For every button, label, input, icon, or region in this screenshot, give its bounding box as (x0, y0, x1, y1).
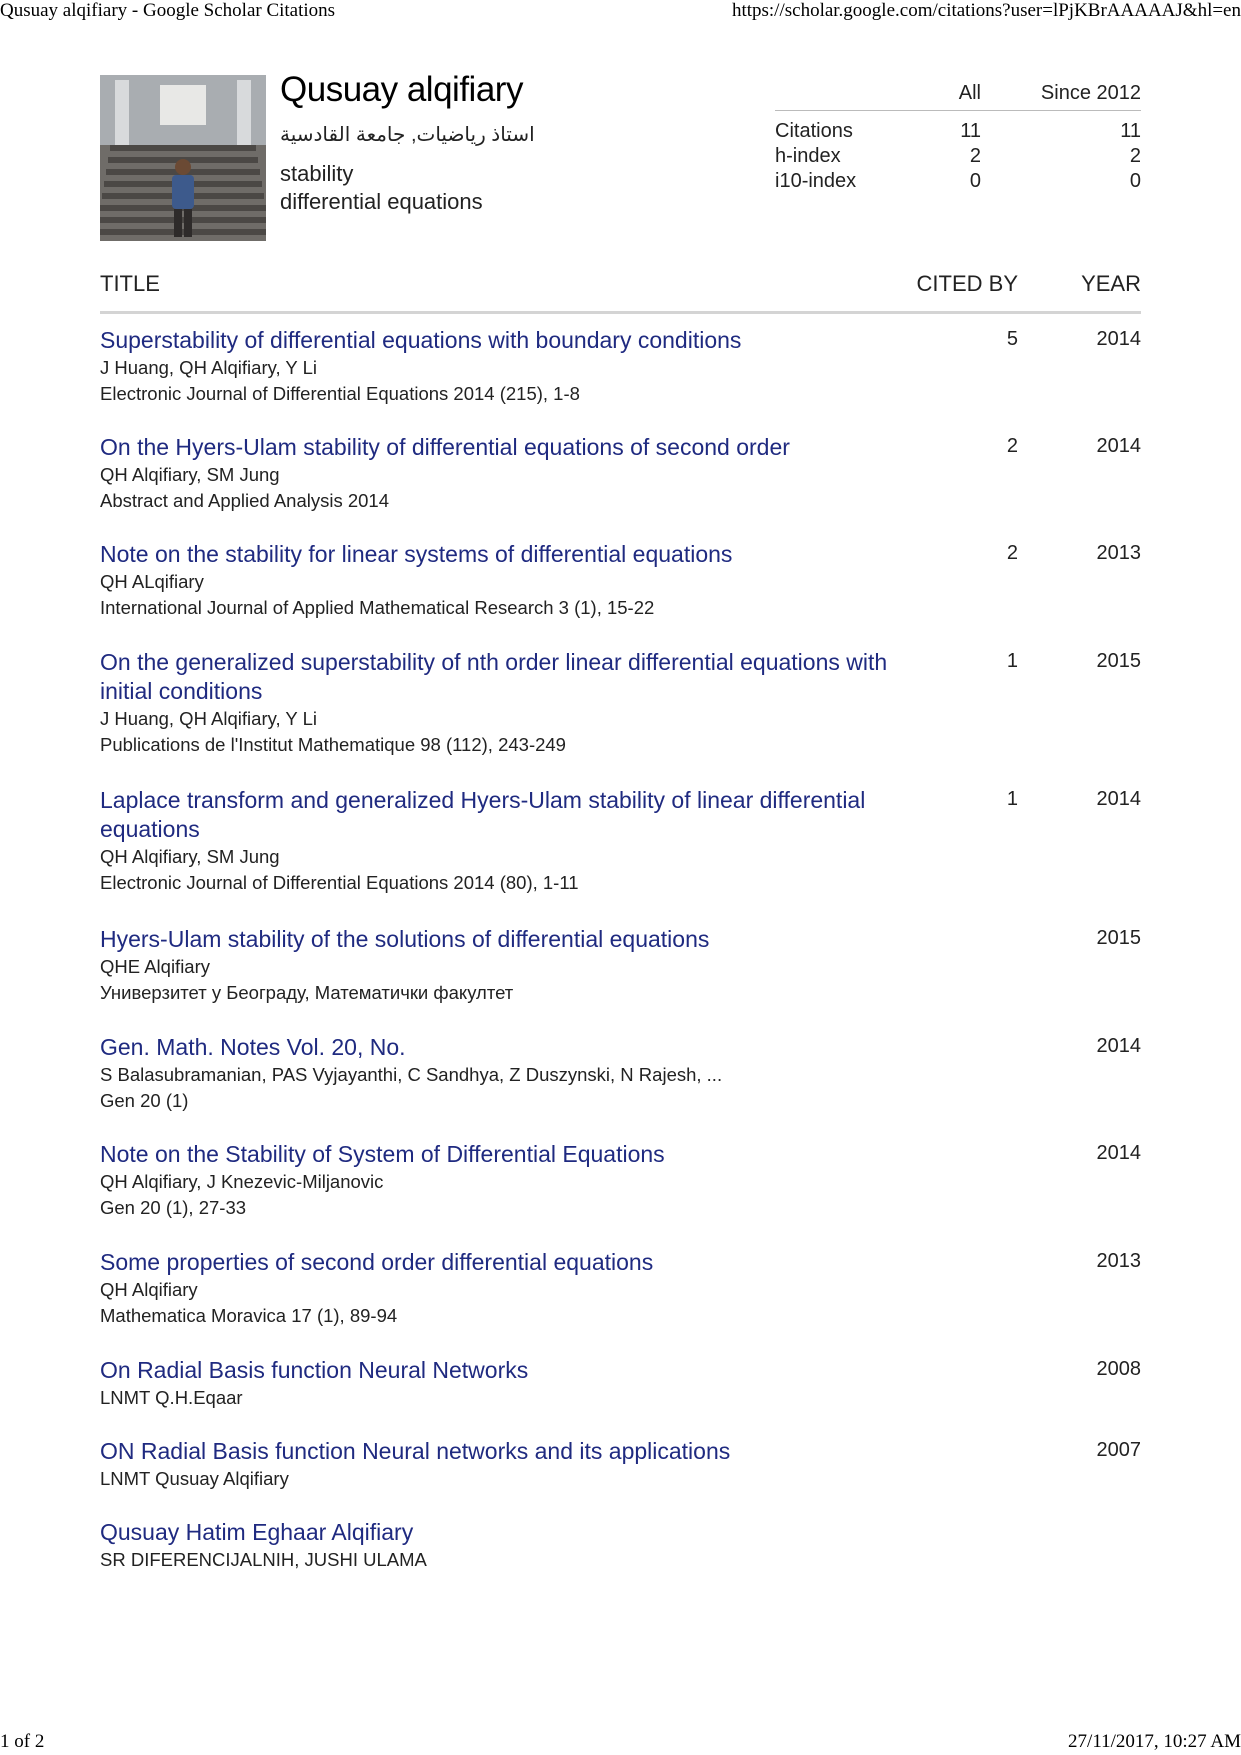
cited-by-count[interactable]: 2 (1006, 435, 1018, 457)
stats-row-i10-index (775, 169, 1141, 194)
interest-link[interactable]: differential equations (280, 189, 483, 214)
publication-venue: Mathematica Moravica 17 (1), 89-94 (100, 1305, 398, 1326)
publication-row (100, 1248, 1141, 1329)
interest-link[interactable]: stability (280, 161, 354, 186)
publication-authors: QH ALqifiary (100, 571, 204, 592)
stats-label: i10-index (775, 170, 857, 192)
print-header-title: Qusuay alqifiary - Google Scholar Citations (0, 0, 336, 21)
sort-by-title[interactable]: TITLE (100, 271, 160, 296)
publication-venue: International Journal of Applied Mathematical Research 3 (1), 15-22 (100, 597, 655, 618)
publication-year: 2014 (1096, 1142, 1141, 1164)
stats-value-since: 11 (1120, 120, 1141, 142)
publication-row (100, 1033, 1141, 1114)
publication-authors: QH Alqifiary, SM Jung (100, 846, 280, 867)
profile-photo (100, 75, 266, 241)
stats-label: Citations (775, 120, 853, 142)
publication-row (100, 433, 1141, 514)
publication-venue: Abstract and Applied Analysis 2014 (100, 490, 389, 511)
publication-title-link[interactable]: Note on the Stability of System of Differential Equations (100, 1141, 665, 1167)
publication-authors: QH Alqifiary, J Knezevic-Miljanovic (100, 1171, 384, 1192)
publication-year: 2014 (1096, 788, 1141, 810)
publication-authors: QH Alqifiary, SM Jung (100, 464, 280, 485)
cited-by-count[interactable]: 5 (1006, 328, 1018, 350)
stats-row-citations (775, 119, 1141, 144)
cited-by-count[interactable]: 1 (1006, 788, 1018, 810)
publication-venue: Универзитет у Београду, Математички факултет (100, 982, 514, 1003)
citation-stats-table (775, 82, 1141, 194)
publication-authors: LNMT Q.H.Eqaar (100, 1387, 243, 1408)
publications-table-header (100, 271, 1141, 314)
publication-authors: QH Alqifiary (100, 1279, 198, 1300)
publication-authors: J Huang, QH Alqifiary, Y Li (100, 357, 317, 378)
publication-authors: J Huang, QH Alqifiary, Y Li (100, 708, 317, 729)
publication-authors: LNMT Qusuay Alqifiary (100, 1468, 289, 1489)
publication-row (100, 1356, 1141, 1411)
profile-name: Qusuay alqifiary (280, 70, 523, 109)
publication-row (100, 1437, 1141, 1492)
publication-year: 2007 (1096, 1439, 1141, 1461)
publication-year: 2014 (1096, 1035, 1141, 1057)
publication-row (100, 540, 1141, 621)
publication-row (100, 648, 1141, 758)
publication-year: 2013 (1096, 542, 1141, 564)
publication-title-link[interactable]: Superstability of differential equations with boundary conditions (100, 327, 742, 353)
publication-title-link[interactable]: On Radial Basis function Neural Networks (100, 1357, 529, 1383)
publication-row (100, 326, 1141, 407)
publication-title-link[interactable]: Laplace transform and generalized Hyers-Ulam stability of linear differential equations (100, 787, 866, 842)
sort-by-cited[interactable]: CITED BY (916, 271, 1018, 296)
cited-by-count[interactable]: 1 (1006, 650, 1018, 672)
publication-venue: Electronic Journal of Differential Equations 2014 (215), 1-8 (100, 383, 580, 404)
profile-affiliation: استاذ رياضيات, جامعة القادسية (280, 124, 535, 146)
stats-header-row (775, 82, 1141, 111)
publication-authors: QHE Alqifiary (100, 956, 211, 977)
profile-photo-image (100, 75, 266, 241)
publication-venue: Gen 20 (1) (100, 1090, 189, 1111)
publication-title-link[interactable]: ON Radial Basis function Neural networks and its applications (100, 1438, 731, 1464)
publication-year: 2014 (1096, 435, 1141, 457)
publication-title-link[interactable]: Qusuay Hatim Eghaar Alqifiary (100, 1519, 414, 1545)
publication-row (100, 1518, 1141, 1573)
publication-title-link[interactable]: Gen. Math. Notes Vol. 20, No. (100, 1034, 406, 1060)
publication-title-link[interactable]: On the generalized superstability of nth order linear differential equations with initial conditions (100, 649, 888, 704)
publication-authors: SR DIFERENCIJALNIH, JUSHI ULAMA (100, 1549, 427, 1570)
publication-venue: Gen 20 (1), 27-33 (100, 1197, 247, 1218)
publication-title-link[interactable]: On the Hyers-Ulam stability of differential equations of second order (100, 434, 790, 460)
stats-value-all: 2 (969, 145, 981, 167)
stats-value-all: 11 (960, 120, 981, 142)
publication-venue: Publications de l'Institut Mathematique 98 (112), 243-249 (100, 734, 566, 755)
publication-year: 2015 (1096, 650, 1141, 672)
stats-col-since: Since 2012 (1040, 82, 1141, 104)
print-header-url: https://scholar.google.com/citations?user=lPjKBrAAAAAJ&hl=en (731, 0, 1241, 21)
print-footer-datetime: 27/11/2017, 10:27 AM (1068, 1731, 1241, 1752)
stats-row-h-index (775, 144, 1141, 169)
profile-interests (280, 160, 483, 216)
publication-year: 2008 (1096, 1358, 1141, 1380)
publication-authors: S Balasubramanian, PAS Vyjayanthi, C Sandhya, Z Duszynski, N Rajesh, ... (100, 1064, 723, 1085)
publication-title-link[interactable]: Some properties of second order differential equations (100, 1249, 654, 1275)
sort-by-year[interactable]: YEAR (1081, 271, 1141, 296)
print-footer-page: 1 of 2 (0, 1731, 45, 1752)
stats-label: h-index (775, 145, 841, 167)
stats-value-since: 0 (1129, 170, 1141, 192)
publication-row (100, 786, 1141, 896)
publication-title-link[interactable]: Hyers-Ulam stability of the solutions of differential equations (100, 926, 710, 952)
stats-value-all: 0 (969, 170, 981, 192)
publication-venue: Electronic Journal of Differential Equations 2014 (80), 1-11 (100, 872, 579, 893)
stats-value-since: 2 (1129, 145, 1141, 167)
publication-year: 2013 (1096, 1250, 1141, 1272)
publication-title-link[interactable]: Note on the stability for linear systems of differential equations (100, 541, 733, 567)
cited-by-count[interactable]: 2 (1006, 542, 1018, 564)
publication-row (100, 925, 1141, 1006)
publication-year: 2014 (1096, 328, 1141, 350)
stats-col-all: All (958, 82, 981, 104)
publication-year: 2015 (1096, 927, 1141, 949)
publication-row (100, 1140, 1141, 1221)
